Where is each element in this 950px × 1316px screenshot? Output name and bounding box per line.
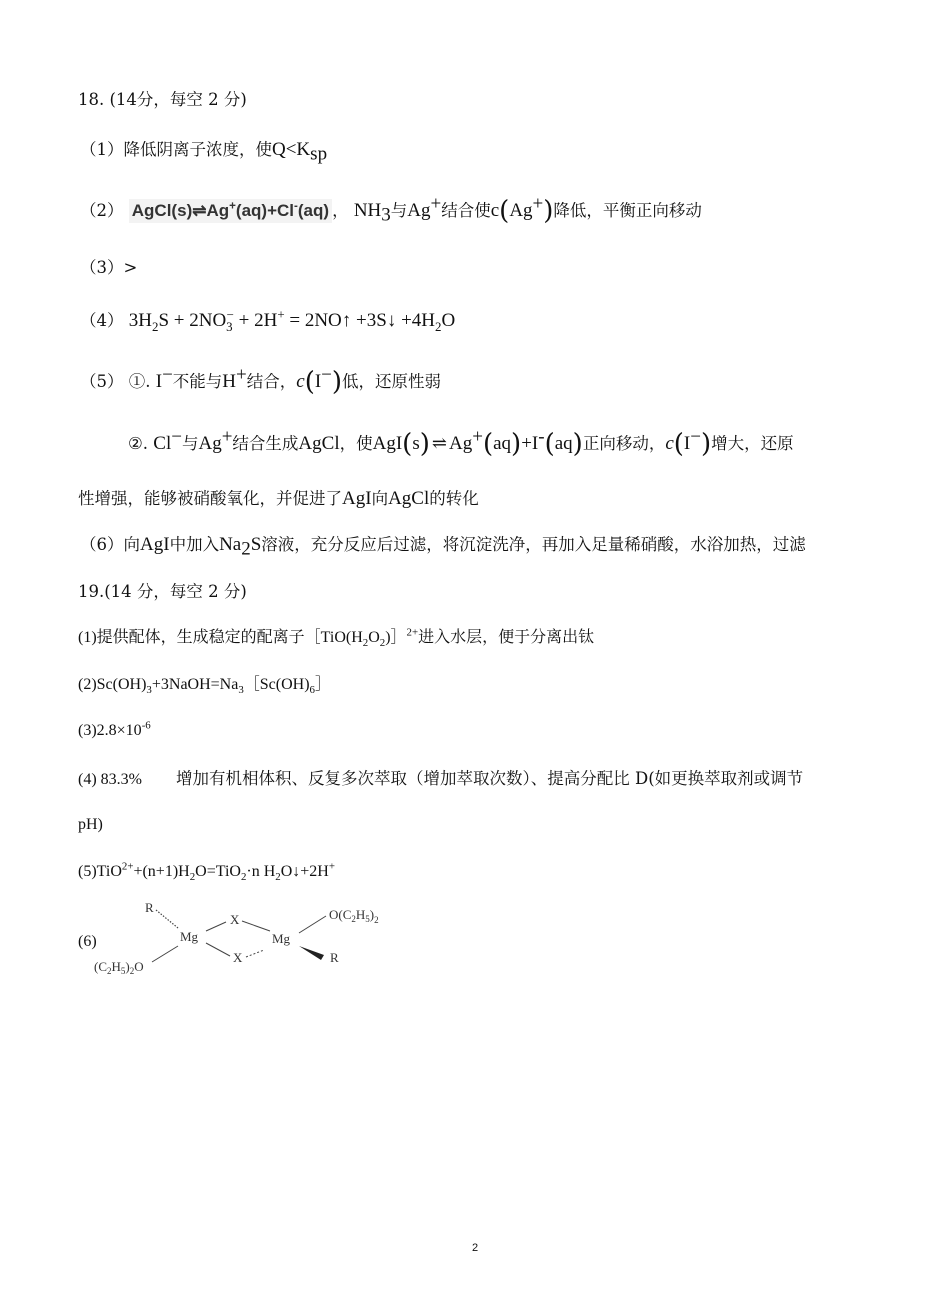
- subscript: 2: [379, 637, 386, 650]
- part-text: 降低阴离子浓度，使: [123, 140, 272, 159]
- c: c: [665, 433, 674, 454]
- structure-r1: R: [145, 900, 154, 915]
- part-number: （1）: [80, 140, 124, 159]
- ksp-subscript: sp: [310, 143, 328, 165]
- superscript: -6: [141, 719, 151, 732]
- q19-line4-continued: pH): [78, 816, 103, 833]
- superscript: 2+: [121, 860, 134, 873]
- q19-line6-number: (6): [78, 933, 97, 950]
- nh3: NH: [353, 200, 382, 221]
- bond: [299, 916, 326, 933]
- aq: aq: [493, 433, 512, 454]
- wedge-bond: [299, 946, 324, 960]
- text: 与: [181, 434, 199, 453]
- q18-part3: [80, 256, 137, 280]
- text: 增大，还原: [711, 434, 794, 453]
- text: (5)TiO: [78, 863, 122, 880]
- part-number: （2）: [80, 201, 124, 220]
- sulfur: S: [250, 534, 262, 555]
- superscript: +: [236, 364, 247, 386]
- eq-part: S + 2NO: [158, 310, 227, 331]
- subscript: 2: [362, 637, 369, 650]
- superscript: −: [690, 426, 701, 448]
- q18-part4: [80, 306, 456, 334]
- subscript: 2: [275, 871, 281, 884]
- agcl-equilibrium-image: AgCl(s)⇌Ag+(aq)+Cl-(aq): [129, 199, 332, 223]
- text: 结合生成: [232, 434, 299, 453]
- superscript: +: [532, 193, 544, 215]
- agcl: AgCl: [298, 433, 340, 454]
- structure-mg1: Mg: [180, 929, 199, 944]
- text: ］: [314, 676, 331, 693]
- hashed-bond: [156, 910, 178, 928]
- superscript: −: [321, 364, 332, 386]
- q19-line3: [78, 719, 151, 743]
- superscript: +: [430, 193, 442, 215]
- text: O=TiO: [195, 863, 241, 880]
- text: 低，还原性弱: [342, 372, 442, 391]
- subscript: 3: [238, 684, 244, 697]
- eq-part: 3H: [128, 310, 152, 331]
- bond: [206, 922, 226, 931]
- q19-line2: [78, 673, 331, 697]
- iodide: I: [683, 433, 691, 454]
- up-arrow-icon: ↑: [341, 310, 352, 331]
- text: 性增强，能够被硝酸氧化，并促进了: [78, 489, 342, 508]
- q19-line4: [78, 767, 803, 792]
- part-number: （6）: [80, 535, 124, 554]
- plus-iodide: +I: [521, 433, 539, 454]
- eq-part: +3S: [351, 310, 387, 331]
- q18-header: 18. (14分，每空 2 分): [78, 90, 247, 109]
- text: (3)2.8×10: [78, 722, 142, 739]
- text: +3NaOH=Na: [151, 676, 239, 693]
- text: (1)提供配体，生成稳定的配离子［TiO(H: [78, 629, 363, 646]
- text: 增加有机相体积、反复多次萃取（增加萃取次数）、提高分配比 D(如更换萃取剂或调节: [175, 769, 804, 788]
- subscript: 6: [309, 684, 315, 697]
- text: ·n H: [246, 863, 276, 880]
- eq-part: = 2NO: [284, 310, 342, 331]
- superscript: 2+: [406, 626, 419, 639]
- eq-aq: aq: [241, 201, 262, 220]
- text: )］: [385, 629, 407, 646]
- grignard-dimer-structure: [94, 900, 404, 980]
- part-number: (4) 83.3%: [78, 771, 142, 788]
- agi: AgI: [342, 488, 372, 509]
- q18-part2: （2） AgCl(s)⇌Ag+(aq)+Cl-(aq) ， $NH_3$与Ag+结合使c(Ag+)降低，平衡正向移动: [80, 193, 702, 226]
- q18-part1: [80, 138, 328, 165]
- iodide: I: [155, 371, 163, 392]
- text: O↓+2H: [280, 863, 329, 880]
- subscript: 2: [151, 318, 159, 334]
- text: 的转化: [429, 489, 479, 508]
- answer-text: >: [123, 258, 138, 277]
- subscript: 3: [146, 684, 152, 697]
- text: 向: [123, 535, 140, 554]
- text: 向: [371, 489, 389, 508]
- text: +(n+1)H: [133, 863, 190, 880]
- subscript: 3: [226, 318, 233, 334]
- superscript: −: [171, 426, 182, 448]
- redox-equation: [128, 306, 456, 334]
- superscript: +: [221, 426, 233, 448]
- agcl: AgCl: [388, 488, 430, 509]
- text: 不能与: [172, 372, 223, 391]
- text: 结合使: [441, 201, 491, 220]
- subscript: 2: [189, 871, 196, 884]
- superscript: +: [472, 426, 483, 448]
- c: c: [296, 371, 305, 392]
- q19-line5: [78, 860, 335, 884]
- text: 进入水层，便于分离出钛: [418, 629, 595, 646]
- eq-ag: Ag: [206, 201, 230, 220]
- eq-part: O: [441, 310, 456, 331]
- text: 中加入: [169, 535, 220, 554]
- subscript: 2: [435, 318, 442, 334]
- structure-x2: X: [233, 950, 243, 965]
- subscript: 3: [381, 204, 391, 226]
- ag: Ag: [448, 433, 473, 454]
- eq-aq: aq: [303, 201, 324, 220]
- superscript: −: [162, 364, 173, 386]
- sodium: Na: [219, 534, 242, 555]
- q18-part6: [80, 533, 806, 560]
- part-number: （4）: [80, 311, 124, 330]
- bond: [242, 921, 270, 931]
- circled-one: ①.: [128, 372, 156, 391]
- subscript: 2: [241, 538, 251, 560]
- bond: [206, 943, 230, 956]
- eq-minus: -: [294, 200, 298, 213]
- text: O: [368, 629, 380, 646]
- eq-agcl: AgCl: [131, 201, 172, 220]
- agi: AgI: [140, 534, 170, 555]
- structure-ether-bottom: $(C_2H_5)_2O$: [94, 959, 144, 976]
- hydrogen: H: [222, 371, 237, 392]
- eq-cl: +Cl: [267, 201, 295, 220]
- circled-two: ②.: [128, 434, 154, 453]
- superscript: +: [277, 306, 285, 322]
- text: 降低，平衡正向移动: [553, 201, 702, 220]
- q18-part5: （5） ①. I−不能与H+结合，c(I−)低，还原性弱: [80, 364, 442, 397]
- text: 结合，: [246, 372, 297, 391]
- q18-part5-2: ②. Cl−与Ag+结合生成AgCl，使AgI(s) ⇌ Ag+(aq)+I-(aq)正向移动，c(I−)增大，还原: [128, 426, 794, 459]
- subscript: 2: [240, 871, 247, 884]
- text: (2)Sc(OH): [78, 676, 147, 693]
- superscript: +: [328, 860, 335, 873]
- page-number: 2: [471, 1242, 479, 1254]
- text: ，使: [339, 434, 373, 453]
- superscript: -: [538, 426, 545, 448]
- ag: Ag: [509, 200, 533, 221]
- eq-s: s: [177, 201, 187, 220]
- dative-bond: [246, 950, 264, 957]
- eq-part: +4H: [396, 310, 436, 331]
- structure-mg2: Mg: [272, 931, 291, 946]
- bond: [152, 946, 178, 962]
- eq-plus: +: [229, 200, 236, 213]
- aq: aq: [554, 433, 573, 454]
- equilibrium-arrow-icon: ⇌: [431, 433, 447, 454]
- c: c: [490, 200, 500, 221]
- s: s: [412, 433, 420, 454]
- agi: AgI: [372, 433, 403, 454]
- text: ［Sc(OH): [243, 676, 310, 693]
- eq-part: + 2H: [233, 310, 278, 331]
- structure-r2: R: [330, 950, 339, 965]
- text: 溶液，充分反应后过滤，将沉淀洗净，再加入足量稀硝酸，水浴加热，过滤: [261, 535, 806, 554]
- text: 与: [390, 201, 408, 220]
- q19-header: 19.(14 分，每空 2 分): [78, 582, 247, 601]
- chloride: Cl: [153, 433, 172, 454]
- ag: Ag: [198, 433, 222, 454]
- q19-line1: [78, 626, 594, 650]
- ag: Ag: [407, 200, 431, 221]
- text: 正向移动，: [582, 434, 666, 453]
- structure-ether-top: $O(C_2H_5)_2$: [329, 907, 379, 925]
- structure-x1: X: [230, 912, 240, 927]
- q-less-k: Q<K: [272, 139, 311, 160]
- separator: ，: [332, 201, 349, 220]
- q18-part5-continued: [78, 487, 479, 511]
- part-number: （3）: [80, 258, 124, 277]
- superscript: −: [226, 306, 234, 322]
- down-arrow-icon: ↓: [386, 310, 397, 331]
- part-number: （5）: [80, 372, 124, 391]
- iodide: I: [314, 371, 322, 392]
